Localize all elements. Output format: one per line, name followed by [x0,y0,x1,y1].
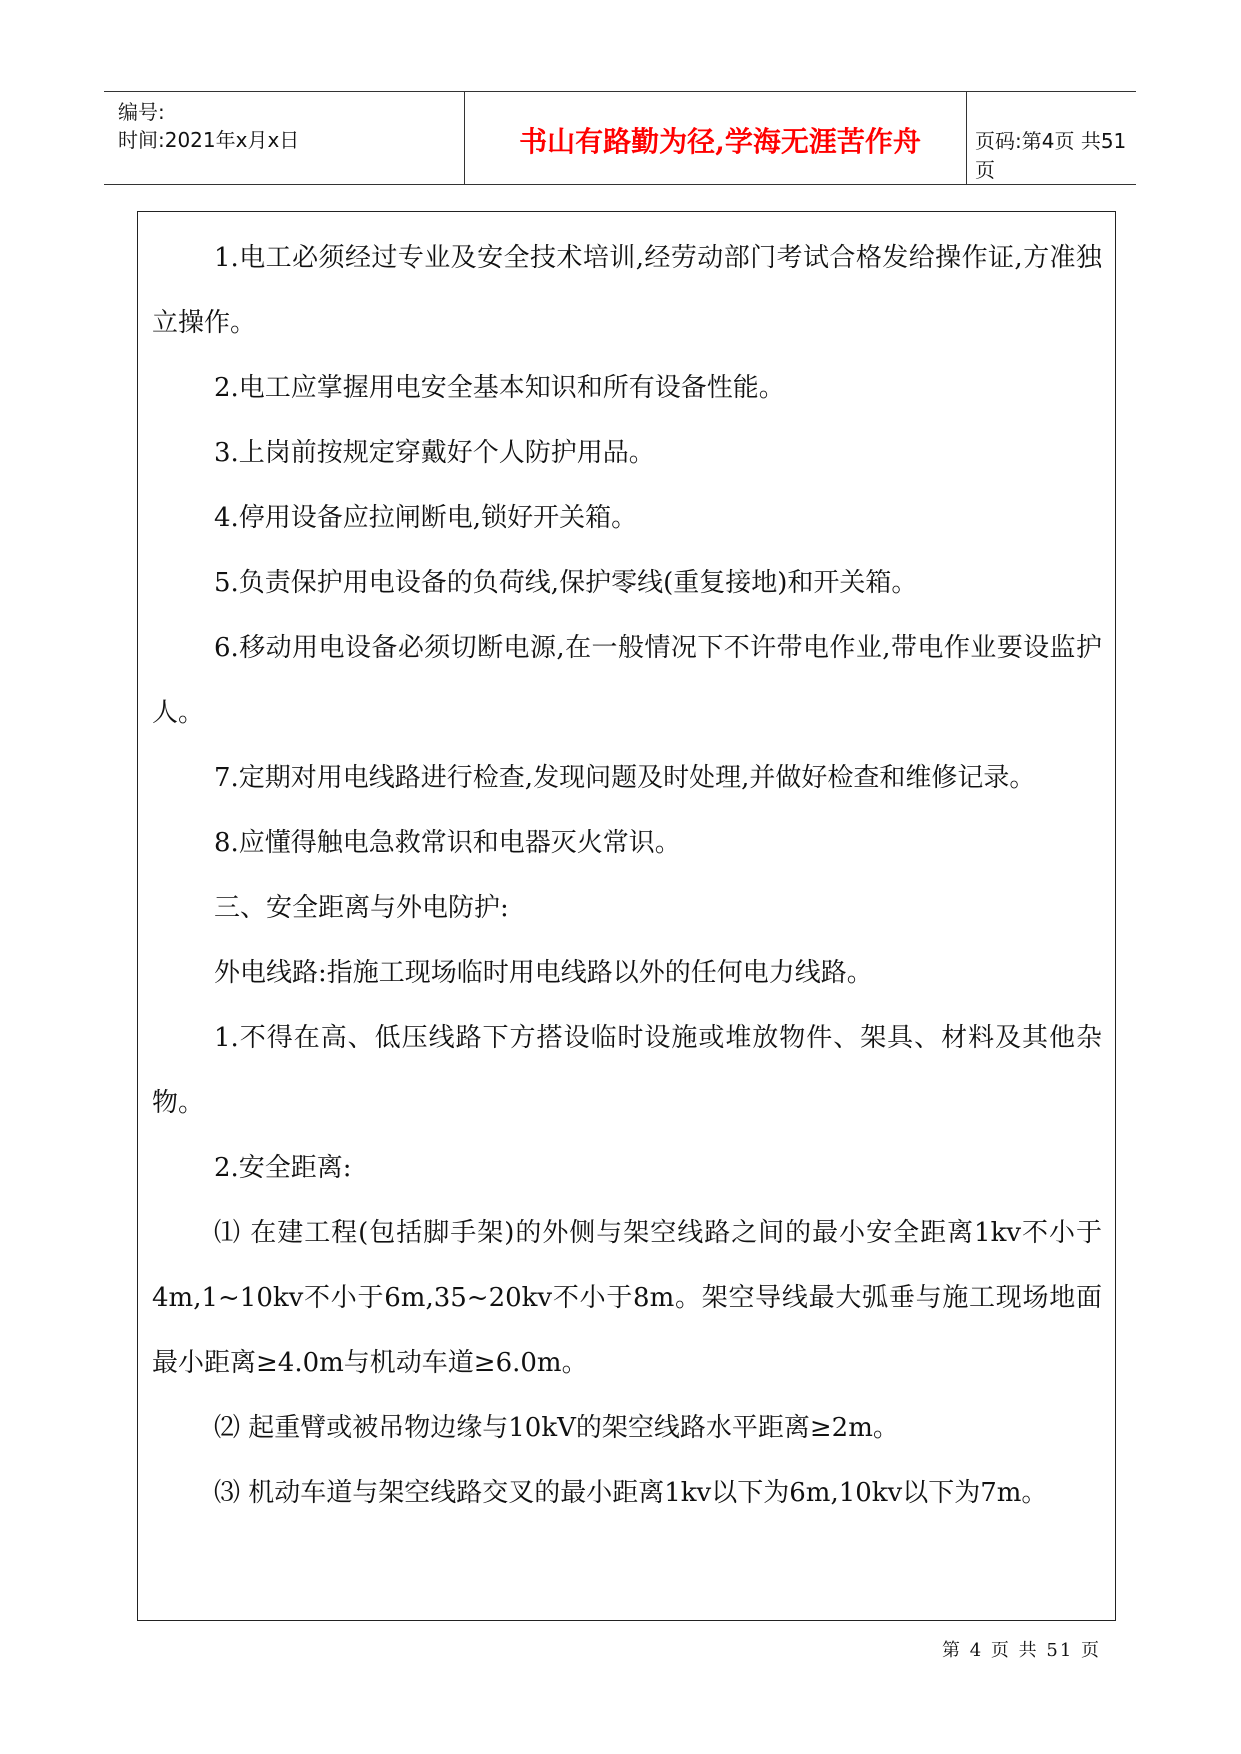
header-page-info: 页码:第4页 共51页 [975,129,1127,182]
content-frame [137,211,1116,1621]
paragraph: 1.电工必须经过专业及安全技术培训,经劳动部门考试合格发给操作证,方准独立操作。 [152,243,1102,338]
document-body [152,226,1102,1526]
paragraph: ⑶ 机动车道与架空线路交叉的最小距离1kv以下为6m,10kv以下为7m。 [214,1478,1048,1508]
paragraph: 7.定期对用电线路进行检查,发现问题及时处理,并做好检查和维修记录。 [214,763,1036,793]
paragraph: ⑴ 在建工程(包括脚手架)的外侧与架空线路之间的最小安全距离1kv不小于4m,1~10kv不小于6m,35~20kv不小于8m。架空导线最大弧垂与施工现场地面最小距离≥4.0m与机动车道≥6.0m。 [152,1218,1102,1378]
section-heading: 三、安全距离与外电防护: [214,893,509,923]
paragraph: 1.不得在高、低压线路下方搭设临时设施或堆放物件、架具、材料及其他杂物。 [152,1023,1102,1118]
paragraph: 外电线路:指施工现场临时用电线路以外的任何电力线路。 [214,958,873,988]
paragraph: 3.上岗前按规定穿戴好个人防护用品。 [214,438,655,468]
page-header [104,91,1136,185]
page-footer: 第 4 页 共 51 页 [942,1640,1101,1661]
paragraph: ⑵ 起重臂或被吊物边缘与10kV的架空线路水平距离≥2m。 [214,1413,899,1443]
paragraph: 8.应懂得触电急救常识和电器灭火常识。 [214,828,681,858]
paragraph: 6.移动用电设备必须切断电源,在一般情况下不许带电作业,带电作业要设监护人。 [152,633,1102,728]
date-label: 时间:2021年x月x日 [118,128,300,152]
number-label: 编号: [118,100,165,124]
header-meta [118,98,468,154]
paragraph: 2.安全距离: [214,1153,352,1183]
header-divider-right [966,92,967,184]
paragraph: 5.负责保护用电设备的负荷线,保护零线(重复接地)和开关箱。 [214,568,918,598]
paragraph: 4.停用设备应拉闸断电,锁好开关箱。 [214,503,638,533]
paragraph: 2.电工应掌握用电安全基本知识和所有设备性能。 [214,373,785,403]
header-motto: 书山有路勤为径,学海无涯苦作舟 [519,125,921,158]
header-divider-left [464,92,465,184]
